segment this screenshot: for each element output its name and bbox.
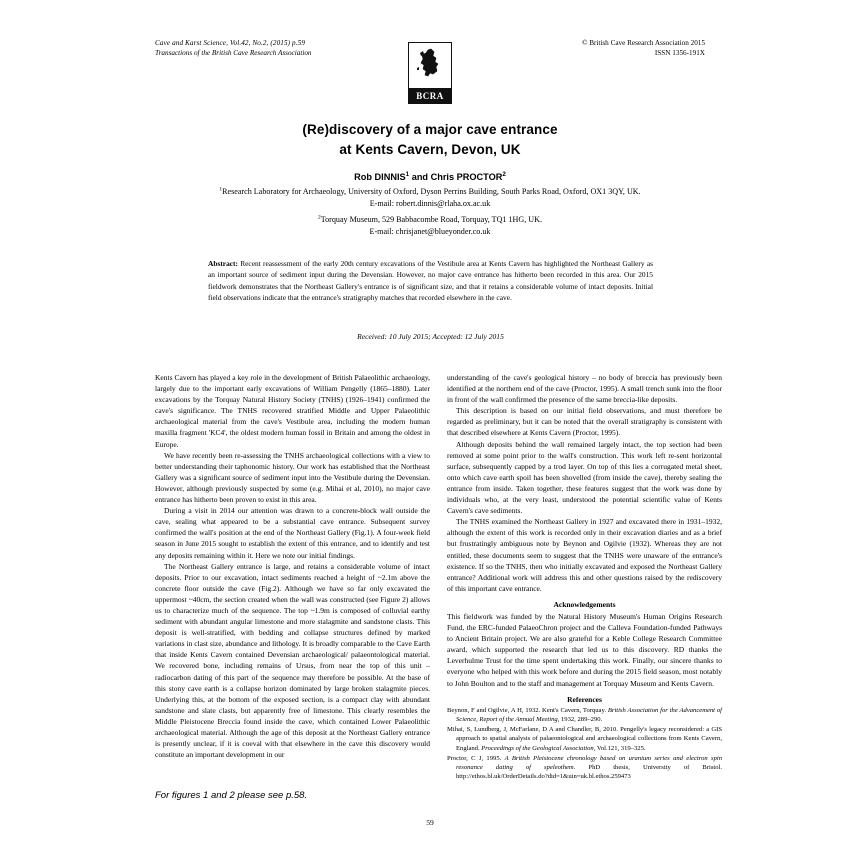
affiliation-1	[155, 186, 705, 209]
figure-note: For figures 1 and 2 please see p.58.	[155, 790, 308, 801]
author-1-marker: 1	[405, 170, 410, 178]
page-number: 59	[426, 818, 434, 827]
paragraph: understanding of the cave's geological history – no body of breccia has previously been identified at the northern end of the cave (Proctor, 1995). A small trench sunk into the floor in front of the wall confirmed the presence of the same breccia-like deposits.	[447, 373, 722, 405]
abstract-text: Recent reassessment of the early 20th century excavations of the Vestibule area at Kents Cavern has highlighted the Northeast Gallery as an important source of sediment input during the Devensian. However, no major cave entrance has hitherto been recorded in this area. Our 2015 fieldwork demonstrates that the Northeast Gallery's entrance is of significant size, and that it retains a considerable volume of intact deposits. Initial field observations indicate that the entrance's stratigraphy matches that recorded elsewhere in the cave.	[208, 259, 653, 303]
affiliation-2-marker: 2	[317, 214, 321, 221]
journal-citation: Cave and Karst Science, Vol.42, No.2, (2015) p.59	[155, 39, 306, 47]
logo-wordmark: BCRA	[409, 88, 451, 103]
affiliation-1-text: Research Laboratory for Archaeology, University of Oxford, Dyson Perrins Building, South Parks Road, Oxford, OX1 3QY, UK.	[222, 187, 641, 196]
paragraph: Although deposits behind the wall remained largely intact, the top section had been removed at some point prior to the wall's construction. This work left re-sent horizontal surface, subsequently capped by a trod layer. On top of this lies a corrugated metal sheet, onto which cave earth spoil has been shovelled (from inside the cave), thereby sealing the entrance from inside. Taken together, these features suggest that the work was done by individuals who, at the very least, understood the potential scientific value of Kents Cavern's cave sediments.	[447, 439, 722, 516]
header-left	[155, 38, 312, 59]
britain-map-icon	[415, 48, 445, 80]
affiliation-1-marker: 1	[219, 186, 223, 193]
acknowledgements-text: This fieldwork was funded by the Natural History Museum's Human Origins Research Fund, the ERC-funded PalaeoChron project and the Calleva Foundation-funded Pathways to Ancient Britain project. We are also grateful for a Keble College Research Committee award, which supported the research that led us to this discovery. RD thanks the Leverhulme Trust for the time spent undertaking this work. Finally, our sincere thanks to everyone who helped with this work before and during the 2015 field season, most notably to John Boulton and to the staff and management at Torquay Museum and Kents Cavern.	[447, 611, 722, 688]
affiliation-2-email[interactable]: E-mail: chrisjanet@blueyonder.co.uk	[369, 227, 491, 237]
logo-inner	[409, 43, 451, 103]
author-list	[155, 172, 705, 182]
reference-item: Mihai, S, Lundberg, J, McFarlane, D A and Chandler, B, 2010. Pengelly's legacy reconsidered: a GIS approach to spatial analysis of palaeontological and archaeological collections from Kents Cavern, England. Proceedings of the Geological Association, Vol.121, 319–325.	[447, 725, 722, 752]
author-joiner: and Chris PROCTOR	[409, 172, 503, 182]
journal-transactions: Transactions of the British Cave Research Association	[155, 49, 312, 58]
body-column-left	[155, 372, 430, 760]
affiliation-1-email[interactable]: E-mail: robert.dinnis@rlaha.ox.ac.uk	[369, 198, 491, 208]
affiliation-2-text: Torquay Museum, 529 Babbacombe Road, Torquay, TQ1 1HG, UK.	[320, 215, 542, 225]
body-column-right	[447, 372, 722, 782]
abstract-label: Abstract:	[208, 259, 238, 268]
reference-item: Beynon, F and Ogilvie, A H, 1932. Kent's Cavern, Torquay. British Association for the Advancement of Science, Report of the Annual Meeting, 1932, 289–290.	[447, 706, 722, 724]
issn-line: ISSN 1356-191X	[654, 49, 705, 58]
paragraph: The TNHS examined the Northeast Gallery in 1927 and excavated there in 1931–1932, although the extent of this work is recorded only in their excavation diaries and as a brief but frustratingly ambiguous note by Beynon and Ogilvie (1932). Whereas they are not entitled, these documents seem to suggest that the TNHS were unaware of the entrance's existence. If so the TNHS, then who initially excavated and exposed the Northeast Gallery entrance? Additional work will address this and other questions raised by the rediscovery of this important cave entrance.	[447, 517, 722, 593]
affiliation-2	[155, 214, 705, 237]
header-right	[582, 38, 705, 59]
paragraph: We have recently been re-assessing the TNHS archaeological collections with a view to better understanding their taphonomic history. Our work has established that the Northeast Gallery was a significant source of sediment input into the Vestibule during the Devensian. However, although previously suspected by some (e.g. Mihai et al, 2010), no major cave entrance has hitherto been proven to exist in this area.	[155, 450, 430, 505]
acknowledgements-heading: Acknowledgements	[553, 599, 616, 609]
paragraph: This description is based on our initial field observations, and must therefore be regarded as preliminary, but it can be noted that the overall stratigraphy is consistent with that described elsewhere at Kents Cavern (Proctor, 1995).	[447, 406, 722, 438]
paragraph: During a visit in 2014 our attention was drawn to a concrete-block wall outside the cave, sealing what appeared to be a substantial cave entrance. Subsequent survey confirmed the wall's position at the end of the Northeast Gallery (Fig.1). A four-week field season in June 2015 sought to establish the extent of this entrance, and to identify and test any deposits remaining within it. Here we note our initial findings.	[155, 506, 430, 560]
reference-list	[447, 706, 722, 782]
received-dates: Received: 10 July 2015; Accepted: 12 July 2015	[357, 332, 504, 341]
author-1: Rob DINNIS	[354, 172, 406, 182]
page-title	[155, 120, 705, 159]
author-2-marker: 2	[502, 170, 506, 178]
references-heading: References	[567, 694, 602, 704]
abstract	[208, 258, 653, 304]
affiliations	[155, 186, 705, 238]
title-line-1: (Re)discovery of a major cave entrance	[302, 122, 558, 137]
title-line-2: at Kents Cavern, Devon, UK	[339, 141, 521, 157]
paragraph: Kents Cavern has played a key role in the development of British Palaeolithic archaeology, largely due to the important early excavations of William Pengelly (1865–1880). Later excavations by the Torquay Natural History Society (TNHS) (1926–1941) confirmed the cave's significance. The TNHS recovered stratified Middle and Upper Palaeolithic archaeological material from the cave's Vestibule area, including the modern human maxilla fragment 'KC4', the oldest modern human fossil in Britain and among the oldest in Europe.	[155, 373, 430, 449]
bcra-logo	[408, 42, 452, 104]
copyright-line: © British Cave Research Association 2015	[581, 39, 705, 47]
paragraph: The Northeast Gallery entrance is large, and retains a considerable volume of intact deposits. Prior to our excavation, intact sediments reached a height of ~2.1m above the concrete floor outside the cave (Fig.2). Although we have so far only excavated the uppermost ~40cm, the section created when the wall was constructed (see Figure 2) allows us to characterize much of the sequence. The top ~1.9m is composed of colluvial earthy sediment with abundant angular limestone and more stalagmite and sandstone clasts. This deposit is well-stratified, with bedding and collapse structures defined by marked variations in clast size, abundance and lithology. It is broadly comparable to the Cave Earth that inside Kents Cavern contained Devensian archaeological/ palaeontological material. We recovered bone, including remains of Ursus, from near the top of this unit – radiocarbon dating of this part of the sequence may therefore be possible. At the base of this stony cave earth is a collapse horizon dominated by large broken stalagmite pieces. Underlying this, at the bottom of the exposed section, is a compact clay with abundant sandstone and slate clasts, but apparently free of limestone. This clearly resembles the Middle Pleistocene Breccia found inside the cave, which contained Lower Palaeolithic archaeological material. Although the age of this deposit at the Northeast Gallery entrance is presently unclear, if it is coeval with that elsewhere in the cave this discovery would constitute an important development in our	[155, 561, 430, 760]
reference-item: Proctor, C J, 1995. A British Pleistocene chronology based on uranium series and electron spin resonance dating of speleothem. PhD thesis, University of Bristol. http://ethos.bl.uk/OrderDetails.do?did=1&uin=uk.bl.ethos.259473	[447, 754, 722, 781]
